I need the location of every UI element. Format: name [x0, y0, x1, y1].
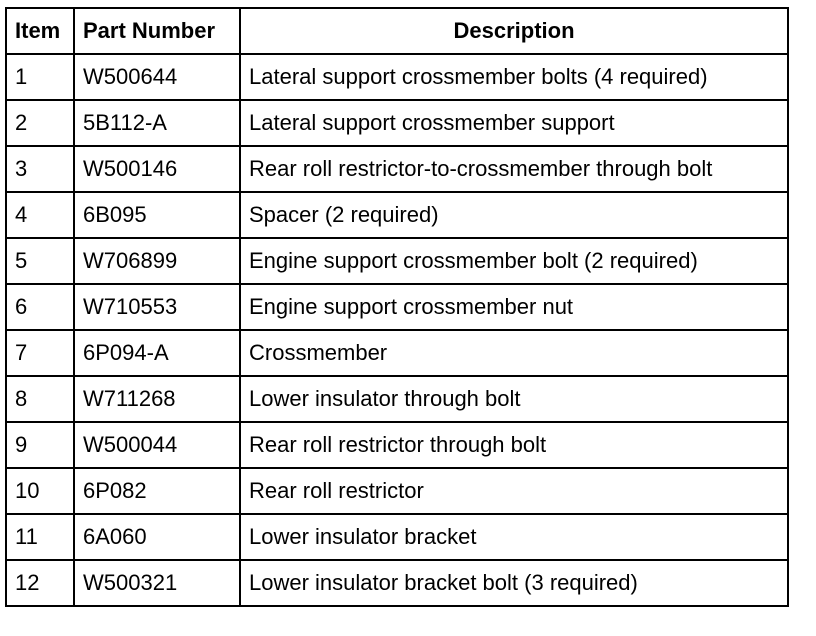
- table-row: [6, 146, 788, 192]
- table-row: [6, 560, 788, 606]
- cell-part-number: 6P082: [74, 468, 240, 514]
- table-row: [6, 514, 788, 560]
- cell-item: 3: [6, 146, 74, 192]
- cell-description: Engine support crossmember bolt (2 required): [240, 238, 788, 284]
- parts-table: [5, 7, 789, 607]
- cell-part-number: 5B112-A: [74, 100, 240, 146]
- cell-description: Lateral support crossmember support: [240, 100, 788, 146]
- cell-description: Lower insulator through bolt: [240, 376, 788, 422]
- cell-item: 12: [6, 560, 74, 606]
- cell-description: Rear roll restrictor-to-crossmember through bolt: [240, 146, 788, 192]
- cell-part-number: W710553: [74, 284, 240, 330]
- table-row: [6, 284, 788, 330]
- cell-item: 1: [6, 54, 74, 100]
- header-part-number: Part Number: [74, 8, 240, 54]
- table-row: [6, 54, 788, 100]
- cell-description: Lower insulator bracket bolt (3 required): [240, 560, 788, 606]
- table-row: [6, 192, 788, 238]
- cell-part-number: 6A060: [74, 514, 240, 560]
- cell-part-number: W711268: [74, 376, 240, 422]
- table-row: [6, 468, 788, 514]
- table-row: [6, 376, 788, 422]
- cell-description: Spacer (2 required): [240, 192, 788, 238]
- cell-item: 11: [6, 514, 74, 560]
- cell-part-number: 6P094-A: [74, 330, 240, 376]
- cell-description: Lateral support crossmember bolts (4 required): [240, 54, 788, 100]
- cell-part-number: W706899: [74, 238, 240, 284]
- cell-item: 7: [6, 330, 74, 376]
- cell-part-number: W500321: [74, 560, 240, 606]
- cell-part-number: 6B095: [74, 192, 240, 238]
- cell-description: Rear roll restrictor: [240, 468, 788, 514]
- cell-item: 9: [6, 422, 74, 468]
- cell-description: Engine support crossmember nut: [240, 284, 788, 330]
- cell-item: 10: [6, 468, 74, 514]
- table-row: [6, 422, 788, 468]
- cell-description: Crossmember: [240, 330, 788, 376]
- cell-item: 2: [6, 100, 74, 146]
- cell-part-number: W500044: [74, 422, 240, 468]
- cell-item: 5: [6, 238, 74, 284]
- table-row: [6, 100, 788, 146]
- cell-description: Rear roll restrictor through bolt: [240, 422, 788, 468]
- table-row: [6, 238, 788, 284]
- table-row: [6, 330, 788, 376]
- cell-description: Lower insulator bracket: [240, 514, 788, 560]
- cell-item: 4: [6, 192, 74, 238]
- cell-part-number: W500644: [74, 54, 240, 100]
- cell-item: 8: [6, 376, 74, 422]
- cell-part-number: W500146: [74, 146, 240, 192]
- header-row: [6, 8, 788, 54]
- header-description: Description: [240, 8, 788, 54]
- header-item: Item: [6, 8, 74, 54]
- cell-item: 6: [6, 284, 74, 330]
